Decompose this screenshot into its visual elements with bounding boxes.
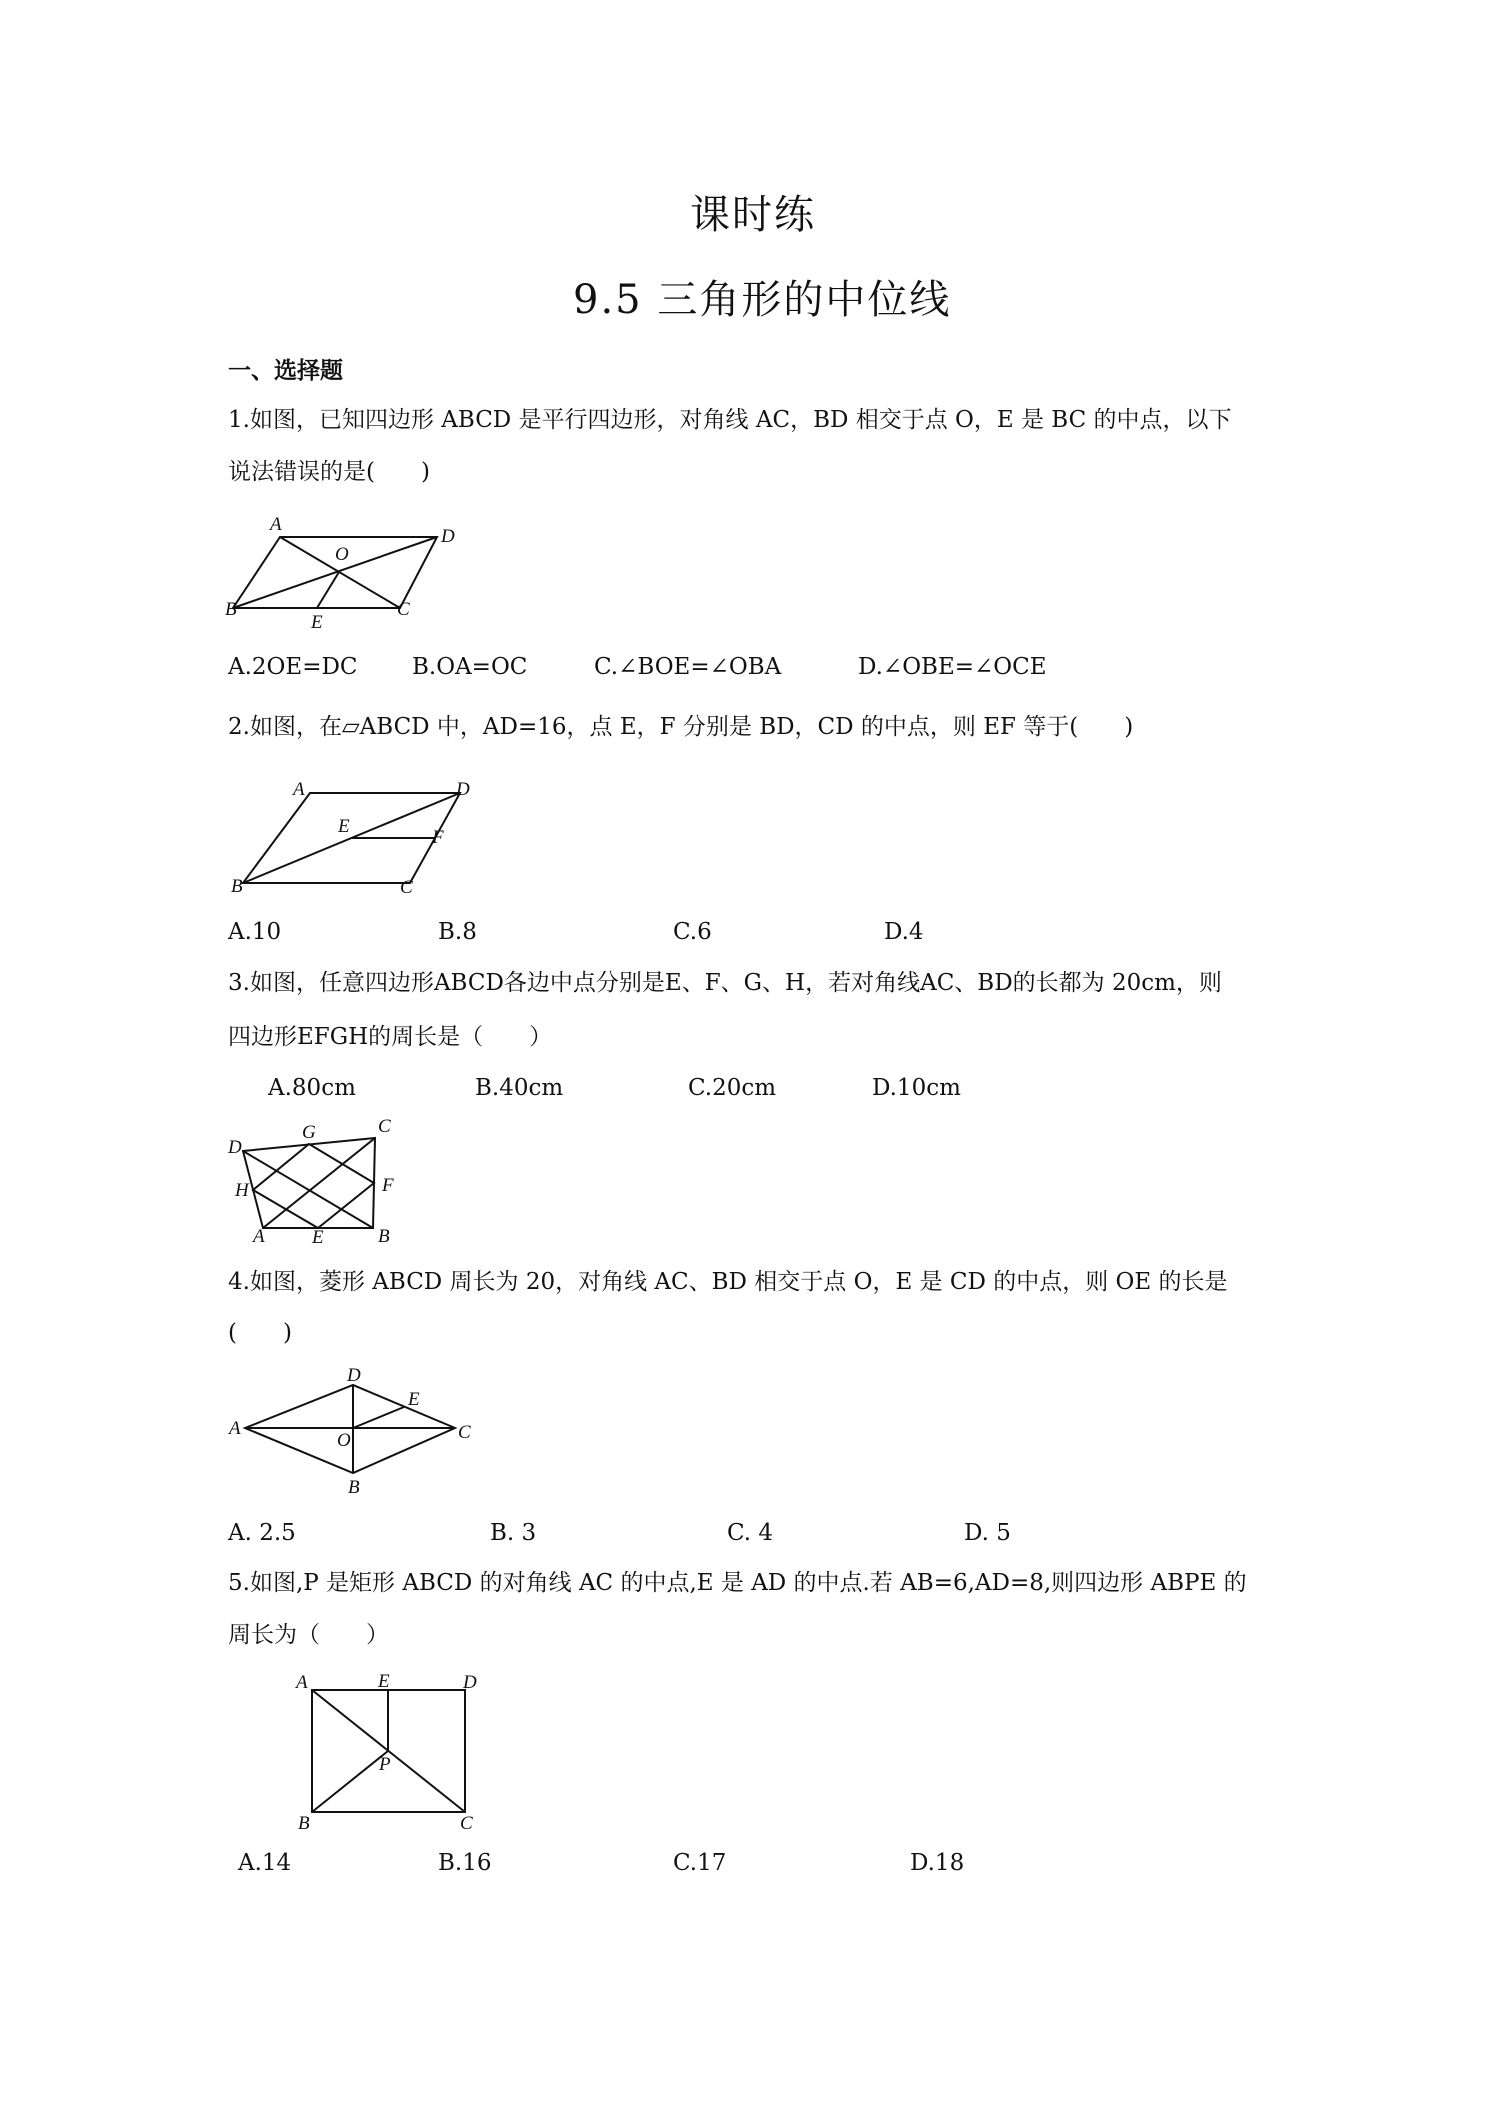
q2-label-c: C — [400, 877, 413, 898]
q5-label-d: D — [463, 1672, 477, 1693]
question-4-option-b[interactable]: B. 3 — [490, 1520, 537, 1546]
q4-label-a: A — [229, 1418, 241, 1439]
q5-label-b: B — [298, 1813, 310, 1832]
q2-label-f: F — [432, 827, 444, 848]
q3-label-a: A — [253, 1226, 265, 1243]
question-5-option-c[interactable]: C.17 — [673, 1850, 727, 1876]
q4-segment-oe — [353, 1407, 404, 1428]
q5-label-e: E — [378, 1672, 390, 1692]
q3-midpoint-quadrilateral — [253, 1144, 374, 1228]
question-4-option-c[interactable]: C. 4 — [727, 1520, 774, 1546]
q5-label-p: P — [379, 1754, 391, 1775]
q1-label-a: A — [270, 515, 282, 535]
q3-label-f: F — [382, 1175, 394, 1196]
question-2-option-b[interactable]: B.8 — [438, 919, 477, 945]
q3-diagonal-ac — [263, 1138, 375, 1228]
q3-label-h: H — [235, 1180, 249, 1201]
q2-label-b: B — [231, 876, 243, 897]
question-4-option-d[interactable]: D. 5 — [964, 1520, 1011, 1546]
question-1-option-c[interactable]: C.∠BOE=∠OBA — [594, 654, 782, 680]
q1-label-c: C — [397, 599, 410, 620]
question-3-line1: 3.如图，任意四边形ABCD各边中点分别是E、F、G、H，若对角线AC、BD的长都为 20cm，则 — [228, 970, 1222, 996]
question-2-line1: 2.如图，在▱ABCD 中，AD=16，点 E，F 分别是 BD，CD 的中点，则 EF 等于( ) — [228, 714, 1134, 740]
q3-diagonal-bd — [243, 1151, 373, 1228]
question-3-option-c[interactable]: C.20cm — [688, 1075, 777, 1101]
q2-label-a: A — [293, 779, 305, 800]
question-3-option-d[interactable]: D.10cm — [872, 1075, 961, 1101]
question-3-figure — [225, 1118, 405, 1243]
question-5-option-b[interactable]: B.16 — [438, 1850, 492, 1876]
question-5-figure — [290, 1672, 490, 1832]
question-3-option-b[interactable]: B.40cm — [475, 1075, 564, 1101]
question-1-option-b[interactable]: B.OA=OC — [412, 654, 528, 680]
q3-label-g: G — [302, 1122, 316, 1143]
question-1-option-a[interactable]: A.2OE=DC — [228, 654, 358, 680]
section-heading: 一、选择题 — [228, 358, 343, 384]
question-2-option-d[interactable]: D.4 — [884, 919, 924, 945]
question-3-option-a[interactable]: A.80cm — [268, 1075, 356, 1101]
question-2-option-a[interactable]: A.10 — [228, 919, 282, 945]
question-1-line2: 说法错误的是( ) — [228, 459, 430, 485]
question-4-line2: ( ) — [228, 1320, 292, 1346]
q5-label-c: C — [460, 1813, 473, 1832]
q4-label-d: D — [347, 1365, 361, 1386]
question-1-option-d[interactable]: D.∠OBE=∠OCE — [858, 654, 1047, 680]
q3-label-c: C — [378, 1118, 391, 1137]
q4-label-c: C — [458, 1422, 471, 1443]
question-3-line2: 四边形EFGH的周长是（ ） — [228, 1024, 553, 1050]
question-1-line1: 1.如图，已知四边形 ABCD 是平行四边形，对角线 AC，BD 相交于点 O，E 是 BC 的中点，以下 — [228, 407, 1232, 433]
q3-label-d: D — [228, 1137, 242, 1158]
q1-label-b: B — [225, 599, 237, 620]
q3-label-b: B — [378, 1226, 390, 1243]
q2-label-d: D — [456, 779, 470, 800]
q1-label-e: E — [311, 612, 323, 630]
question-5-line2: 周长为（ ） — [228, 1622, 389, 1648]
q5-segment-bp — [312, 1751, 388, 1812]
question-1-figure — [225, 515, 465, 630]
q4-label-o: O — [337, 1430, 351, 1451]
q4-label-e: E — [408, 1389, 420, 1410]
question-2-option-c[interactable]: C.6 — [673, 919, 712, 945]
question-4-option-a[interactable]: A. 2.5 — [228, 1520, 296, 1546]
q2-label-e: E — [338, 816, 350, 837]
q4-label-b: B — [348, 1477, 360, 1495]
question-4-line1: 4.如图，菱形 ABCD 周长为 20，对角线 AC、BD 相交于点 O，E 是 CD 的中点，则 OE 的长是 — [228, 1269, 1228, 1295]
question-5-option-d[interactable]: D.18 — [910, 1850, 965, 1876]
q5-label-a: A — [296, 1672, 308, 1693]
q1-label-d: D — [441, 526, 455, 547]
doc-title: 课时练 — [690, 192, 816, 238]
doc-subtitle: 9.5 三角形的中位线 — [573, 277, 952, 323]
question-4-figure — [225, 1365, 485, 1495]
question-2-figure — [225, 775, 485, 900]
question-5-option-a[interactable]: A.14 — [238, 1850, 292, 1876]
q3-label-e: E — [312, 1227, 324, 1243]
question-5-line1: 5.如图,P 是矩形 ABCD 的对角线 AC 的中点,E 是 AD 的中点.若 AB=6,AD=8,则四边形 ABPE 的 — [228, 1570, 1247, 1596]
q1-label-o: O — [335, 544, 349, 565]
